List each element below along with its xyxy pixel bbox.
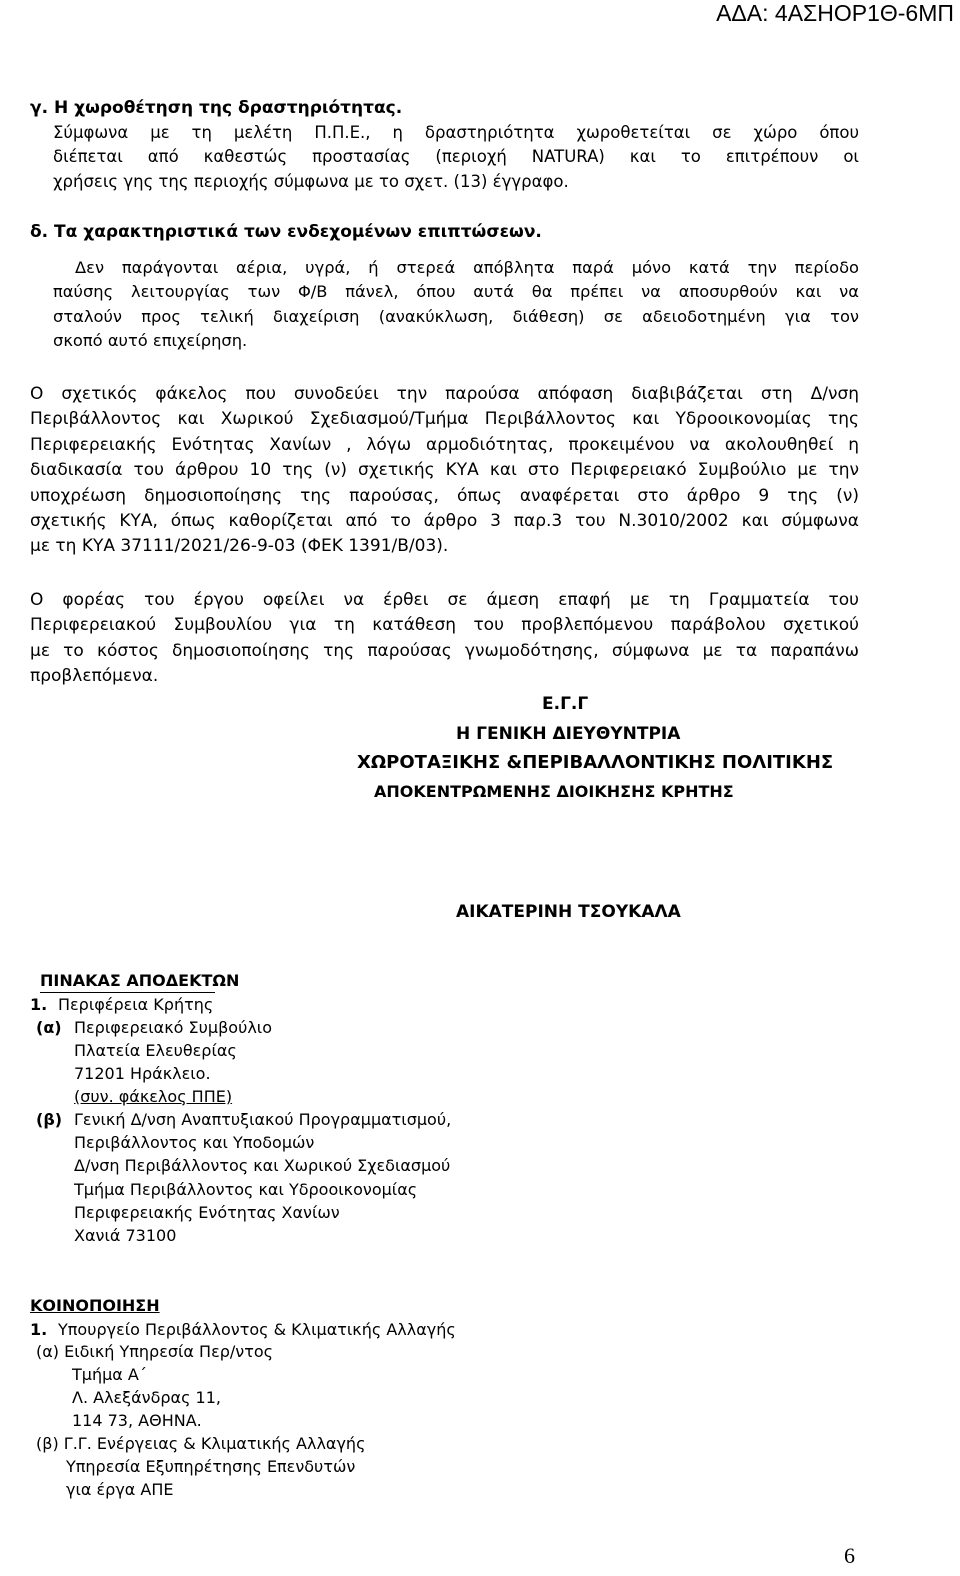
paragraph-line: σχετικής ΚΥΑ, όπως καθορίζεται από το άρθρο 3 παρ.3 του Ν.3010/2002 και σύμφωνα [30,511,859,532]
recipients-b-line: Δ/νση Περιβάλλοντος και Χωρικού Σχεδιασμού [74,1156,451,1175]
page-number: 6 [844,1543,855,1568]
paragraph-line: Ο σχετικός φάκελος που συνοδεύει την παρούσα απόφαση διαβιβάζεται στη Δ/νση [30,384,859,404]
section-d-line: σκοπό αυτό επιχείρηση. [53,330,248,350]
recipients-item1-num: 1. [30,995,48,1014]
signature-policy: ΧΩΡΟΤΑΞΙΚΗΣ &ΠΕΡΙΒΑΛΛΟΝΤΙΚΗΣ ΠΟΛΙΤΙΚΗΣ [357,752,834,773]
cc-b-line: Υπηρεσία Εξυπηρέτησης Επενδυτών [66,1457,356,1476]
cc-a: (α) Ειδική Υπηρεσία Περ/ντος [36,1342,274,1361]
recipients-b-line: Χανιά 73100 [74,1226,177,1245]
recipients-b-line: Περιβάλλοντος και Υποδομών [74,1133,315,1152]
paragraph-line: Περιφερειακού Συμβουλίου για τη κατάθεση του προβλεπόμενου παράβολου σχετικού [30,615,859,636]
recipients-a-line: Πλατεία Ελευθερίας [74,1041,237,1060]
cc-a-line: Τμήμα Α΄ [72,1365,147,1384]
recipients-b-line: Γενική Δ/νση Αναπτυξιακού Προγραμματισμού, [74,1110,452,1129]
recipients-a-line: 71201 Ηράκλειο. [74,1064,211,1083]
paragraph-line: διαδικασία του άρθρου 10 της (ν) σχετικής ΚΥΑ και στο Περιφερειακό Συμβούλιο με την [30,460,859,481]
section-c-line: χρήσεις γης της περιοχής σύμφωνα με το σχετ. (13) έγγραφο. [53,171,569,191]
ada-header: ΑΔΑ: 4ΑΣΗΟΡ1Θ-6ΜΠ [716,0,954,26]
paragraph-line: Περιβάλλοντος και Χωρικού Σχεδιασμού/Τμήμα Περιβάλλοντος και Υδροοικονομίας της [30,409,859,430]
paragraph-line: υποχρέωση δημοσιοποίησης της παρούσας, όπως αναφέρεται στο άρθρο 9 της (ν) [30,485,859,506]
recipients-b-line: Περιφερειακής Ενότητας Χανίων [74,1203,340,1222]
recipients-a-note: (συν. φάκελος ΠΠΕ) [74,1087,233,1106]
recipients-title-underline [40,992,215,993]
cc-item1-num: 1. [30,1320,48,1339]
paragraph-line: Ο φορέας του έργου οφείλει να έρθει σε άμεση επαφή με τη Γραμματεία του [30,590,859,610]
file-forwarding-paragraph [30,382,859,560]
paragraph-line: Περιφερειακής Ενότητας Χανίων , λόγω αρμοδιότητας, προκειμένου να ακολουθηθεί η [30,434,859,455]
obligation-paragraph [30,588,859,690]
signature-admin: ΑΠΟΚΕΝΤΡΩΜΕΝΗΣ ΔΙΟΙΚΗΣΗΣ ΚΡΗΤΗΣ [374,782,734,801]
cc-a-line: Λ. Αλεξάνδρας 11, [72,1388,221,1407]
signature-name: ΑΙΚΑΤΕΡΙΝΗ ΤΣΟΥΚΑΛΑ [456,902,681,922]
recipients-a-line: Περιφερειακό Συμβούλιο [74,1018,272,1037]
recipients-b-line: Τμήμα Περιβάλλοντος και Υδροοικονομίας [74,1180,418,1199]
section-c-line: Σύμφωνα με τη μελέτη Π.Π.Ε., η δραστηριότητα χωροθετείται σε χώρο όπου [53,123,859,142]
section-d-text [53,256,859,353]
cc-title: ΚΟΙΝΟΠΟΙΗΣΗ [30,1296,160,1315]
section-d-line: παύσης λειτουργίας των Φ/Β πάνελ, όπου αυτά θα πρέπει να αποσυρθούν και να [53,282,859,302]
cc-b: (β) Γ.Γ. Ενέργειας & Κλιματικής Αλλαγής [36,1434,366,1453]
cc-b-line: για έργα ΑΠΕ [66,1480,174,1499]
recipients-title: ΠΙΝΑΚΑΣ ΑΠΟΔΕΚΤΩΝ [40,971,240,990]
section-d-line: Δεν παράγονται αέρια, υγρά, ή στερεά απόβλητα παρά μόνο κατά την περίοδο [75,258,859,277]
signature-director: Η ΓΕΝΙΚΗ ΔΙΕΥΘΥΝΤΡΙΑ [456,724,681,744]
section-c-title: γ. Η χωροθέτηση της δραστηριότητας. [30,98,403,118]
recipients-item1: Περιφέρεια Κρήτης [58,995,214,1014]
signature-egg: Ε.Γ.Γ [542,694,589,714]
section-c-line: διέπεται από καθεστώς προστασίας (περιοχή NATURA) και το επιτρέπουν οι [53,147,859,167]
recipients-a-label: (α) [36,1018,62,1037]
recipients-b-label: (β) [36,1110,63,1129]
paragraph-line: με το κόστος δημοσιοποίησης της παρούσας γνωμοδότησης, σύμφωνα με τα παραπάνω [30,640,859,661]
cc-a-line: 114 73, ΑΘΗΝΑ. [72,1411,202,1430]
cc-item1: Υπουργείο Περιβάλλοντος & Κλιματικής Αλλαγής [58,1320,456,1339]
paragraph-line: με τη ΚΥΑ 37111/2021/26-9-03 (ΦΕΚ 1391/Β/03). [30,536,449,557]
section-d-title: δ. Τα χαρακτηριστικά των ενδεχομένων επιπτώσεων. [30,222,542,242]
paragraph-line: προβλεπόμενα. [30,666,159,687]
section-d-line: σταλούν προς τελική διαχείριση (ανακύκλωση, διάθεση) σε αδειοδοτημένη για τον [53,306,859,326]
section-c-text [53,121,859,194]
